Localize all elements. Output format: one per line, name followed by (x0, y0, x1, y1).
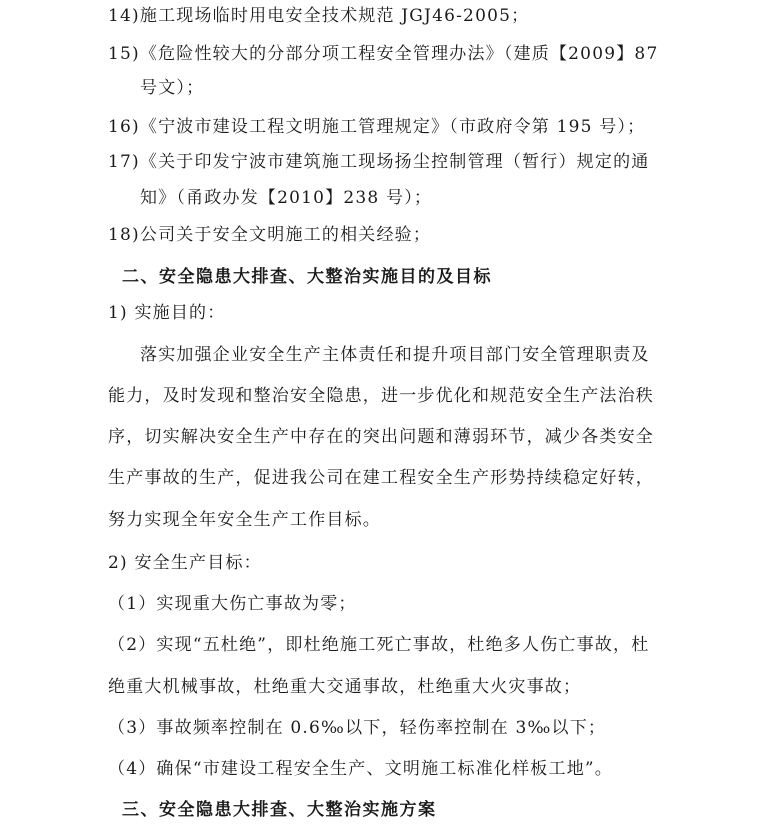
reference-item-14: 14)施工现场临时用电安全技术规范 JGJ46-2005； (108, 6, 530, 26)
purpose-paragraph-line-1: 落实加强企业安全生产主体责任和提升项目部门安全管理职责及 (140, 345, 650, 365)
section-2-heading: 二、安全隐患大排查、大整治实施目的及目标 (122, 267, 492, 287)
purpose-paragraph-line-5: 努力实现全年安全生产工作目标。 (108, 510, 381, 530)
goal-item-1: （1）实现重大伤亡事故为零； (108, 594, 357, 614)
reference-item-15-continued: 号文）； (140, 78, 205, 98)
goal-item-2-continued: 绝重大机械事故，杜绝重大交通事故，杜绝重大火灾事故； (108, 677, 582, 697)
reference-item-18: 18)公司关于安全文明施工的相关经验； (108, 225, 432, 245)
purpose-paragraph-line-2: 能力，及时发现和整治安全隐患，进一步优化和规范安全生产法治秩 (108, 386, 654, 406)
purpose-paragraph-line-4: 生产事故的生产，促进我公司在建工程安全生产形势持续稳定好转， (108, 468, 654, 488)
goals-label: 2) 安全生产目标： (108, 553, 262, 573)
reference-item-16: 16)《宁波市建设工程文明施工管理规定》（市政府令第 195 号）； (108, 117, 646, 137)
goal-item-3: （3）事故频率控制在 0.6‰以下，轻伤率控制在 3‰以下； (108, 718, 607, 738)
reference-item-17-continued: 知》（甬政办发【2010】238 号）； (140, 188, 433, 208)
purpose-paragraph-line-3: 序，切实解决安全生产中存在的突出问题和薄弱环节，减少各类安全 (108, 427, 654, 447)
goal-item-2: （2）实现“五杜绝”，即杜绝施工死亡事故，杜绝多人伤亡事故，杜 (108, 635, 650, 655)
reference-item-15: 15)《危险性较大的分部分项工程安全管理办法》（建质【2009】87 (108, 44, 659, 64)
section-3-heading: 三、安全隐患大排查、大整治实施方案 (122, 800, 437, 820)
reference-item-17: 17)《关于印发宁波市建筑施工现场扬尘控制管理（暂行）规定的通 (108, 152, 650, 172)
goal-item-4: （4）确保“市建设工程安全生产、文明施工标准化样板工地”。 (108, 759, 613, 779)
purpose-label: 1) 实施目的： (108, 303, 226, 323)
